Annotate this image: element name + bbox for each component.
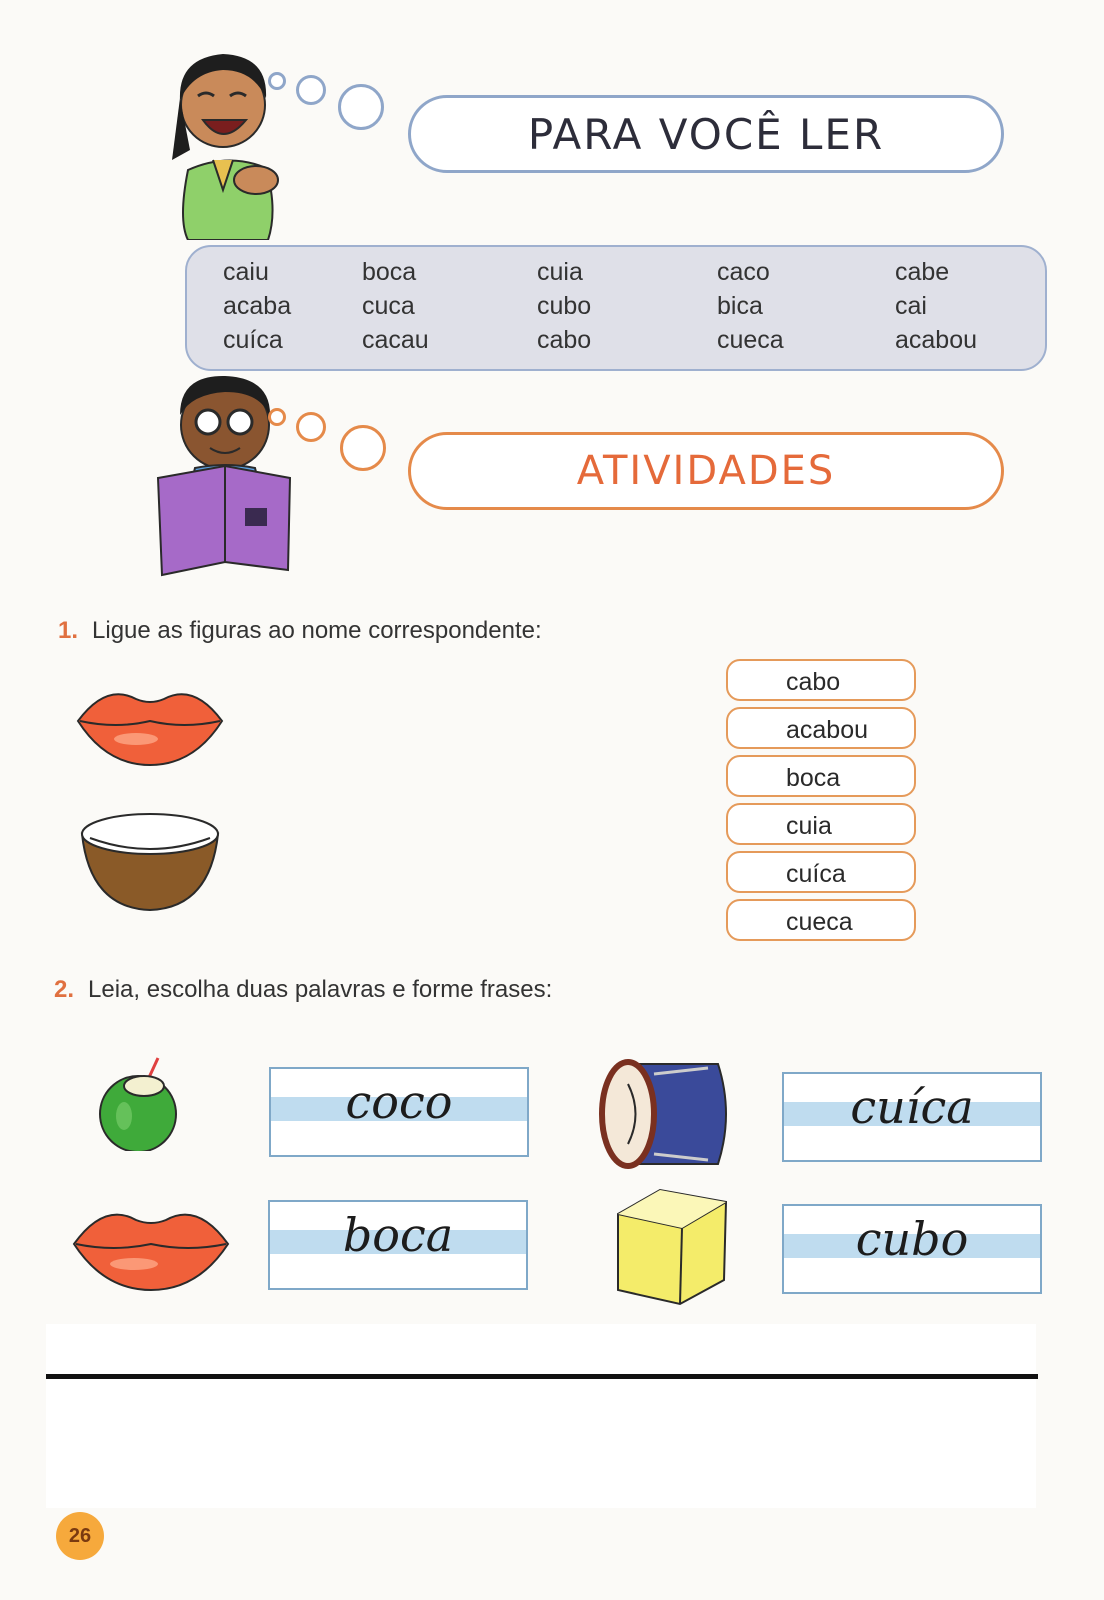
name-option-label: cabo	[786, 668, 841, 696]
word-item: cuíca	[223, 326, 283, 354]
coconut-bowl-illustration	[80, 812, 220, 912]
lips-illustration-2	[72, 1202, 230, 1292]
word-item: bica	[717, 292, 763, 320]
green-coconut-illustration	[96, 1056, 186, 1151]
word-column-3	[537, 255, 591, 357]
cursive-word-box-coco	[269, 1067, 529, 1157]
question-1-number: 1.	[58, 617, 79, 644]
cursive-word: cuíca	[850, 1080, 974, 1134]
word-column-5	[895, 255, 977, 357]
name-option-cabo[interactable]	[726, 659, 916, 701]
word-item: cubo	[537, 292, 592, 320]
activities-header	[408, 432, 1004, 510]
word-column-1	[223, 255, 291, 357]
sentence-writing-area[interactable]	[46, 1324, 1036, 1508]
word-item: cabo	[537, 326, 592, 354]
cursive-word: coco	[345, 1075, 453, 1129]
yellow-cube-illustration	[610, 1184, 730, 1308]
name-option-cueca[interactable]	[726, 899, 916, 941]
name-option-boca[interactable]	[726, 755, 916, 797]
word-item: acabou	[895, 326, 978, 354]
question-2-text: Leia, escolha duas palavras e forme frases:	[88, 976, 553, 1003]
word-list-box	[185, 245, 1047, 371]
name-option-label: boca	[786, 764, 841, 792]
activities-header-title: ATIVIDADES	[576, 448, 836, 494]
word-item: cueca	[717, 326, 784, 354]
word-item: caco	[717, 258, 770, 286]
writing-line	[46, 1374, 1038, 1379]
name-option-label: acabou	[786, 716, 869, 744]
reading-header	[408, 95, 1004, 173]
name-option-label: cuíca	[786, 860, 846, 888]
word-item: cabe	[895, 258, 950, 286]
name-option-acabou[interactable]	[726, 707, 916, 749]
word-column-2	[362, 255, 429, 357]
name-option-cuica[interactable]	[726, 851, 916, 893]
page-number-badge	[56, 1512, 104, 1560]
cursive-word-box-cubo	[782, 1204, 1042, 1294]
reading-kid-illustration	[158, 40, 288, 240]
reading-header-title: PARA VOCÊ LER	[527, 109, 885, 159]
page-number: 26	[68, 1524, 92, 1547]
name-option-label: cuia	[786, 812, 832, 840]
word-item: cuca	[362, 292, 415, 320]
question-1-text: Ligue as figuras ao nome correspondente:	[92, 617, 542, 644]
question-1	[58, 617, 542, 645]
word-column-4	[717, 255, 784, 357]
word-item: boca	[362, 258, 417, 286]
question-2	[54, 976, 552, 1004]
name-option-cuia[interactable]	[726, 803, 916, 845]
cursive-word-box-boca	[268, 1200, 528, 1290]
word-item: acaba	[223, 292, 292, 320]
cursive-word-box-cuica	[782, 1072, 1042, 1162]
question-2-number: 2.	[54, 976, 75, 1003]
lips-illustration	[76, 683, 224, 767]
word-item: cacau	[362, 326, 429, 354]
cuica-drum-illustration	[598, 1054, 738, 1172]
word-item: caiu	[223, 258, 269, 286]
cursive-word: cubo	[855, 1212, 969, 1266]
cursive-word: boca	[342, 1208, 454, 1262]
boy-reading-book-illustration	[150, 370, 300, 585]
word-item: cuia	[537, 258, 583, 286]
name-option-label: cueca	[786, 908, 853, 936]
word-item: cai	[895, 292, 927, 320]
